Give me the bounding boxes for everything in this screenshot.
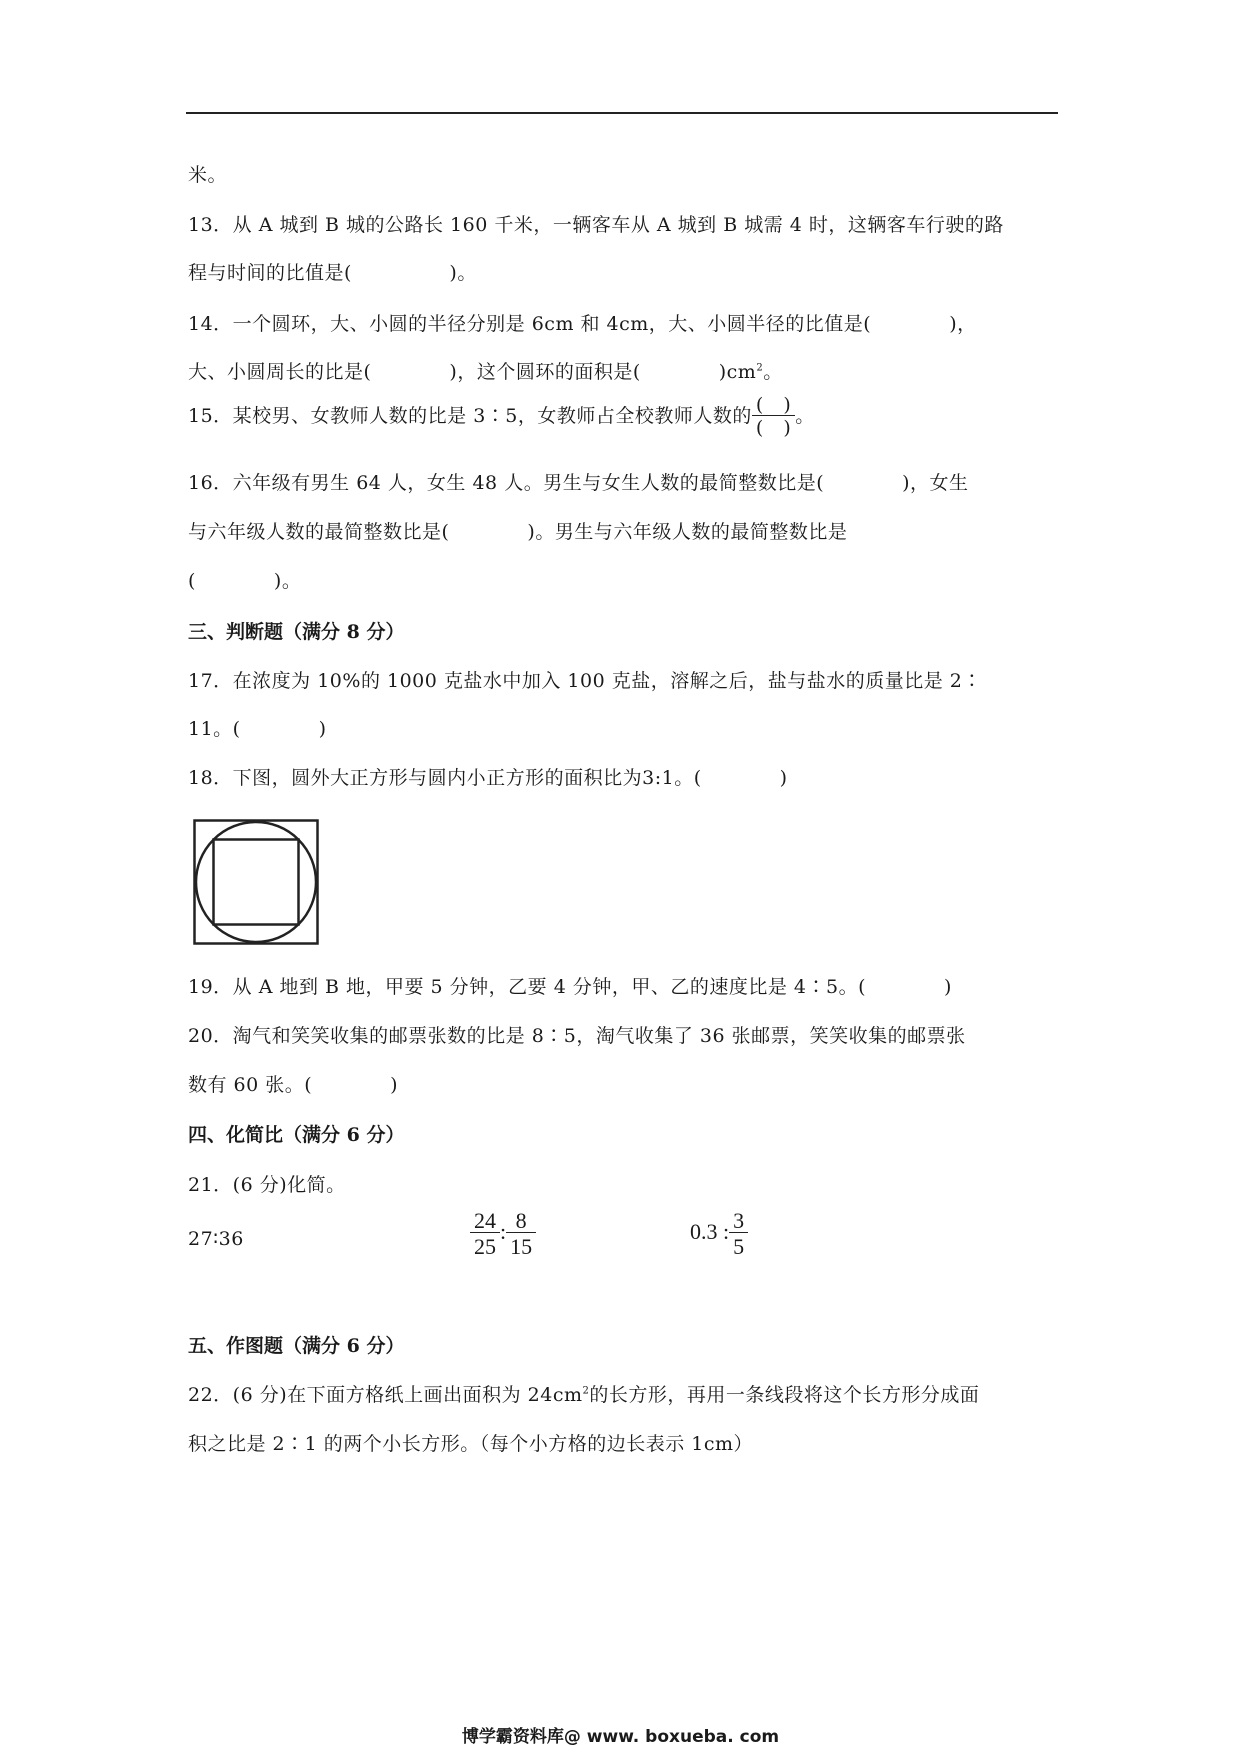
question-20-line-1: 20．淘气和笑笑收集的邮票张数的比是 8∶5，淘气收集了 36 张邮票，笑笑收集的邮票张 [188,1025,966,1047]
question-15-text: 15．某校男、女教师人数的比是 3∶5，女教师占全校教师人数的 [188,405,752,427]
expression-1: 27∶36 [188,1228,244,1250]
ratio-colon: : [500,1219,507,1245]
question-16-line-3: ( )。 [188,570,302,592]
question-22-line-2: 积之比是 2∶1 的两个小长方形。（每个小方格的边长表示 1cm） [188,1433,754,1455]
section-5-heading: 五、作图题（满分 6 分） [188,1335,405,1357]
question-19: 19．从 A 地到 B 地，甲要 5 分钟，乙要 4 分钟，甲、乙的速度比是 4∶5。( ) [188,976,952,998]
question-21: 21．(6 分)化简。 [188,1174,346,1196]
question-16-line-2: 与六年级人数的最简整数比是( )。男生与六年级人数的最简整数比是 [188,521,848,543]
section-3-heading: 三、判断题（满分 8 分） [188,621,405,643]
denominator: 15 [510,1234,533,1259]
question-14-line-1: 14．一个圆环，大、小圆的半径分别是 6cm 和 4cm，大、小圆半径的比值是( )， [188,313,977,335]
expression-3 [690,1210,748,1258]
numerator: 3 [729,1210,748,1233]
question-14-end: 。 [763,361,783,383]
q12-tail: 米。 [188,164,228,186]
question-15-end: 。 [795,405,815,427]
blank-fraction [752,396,795,438]
question-20-line-2: 数有 60 张。( ) [188,1074,399,1096]
superscript: 2 [582,1385,590,1397]
numerator: 24 [470,1210,500,1233]
question-14-line-2 [188,357,783,384]
question-13-line-1: 13．从 A 城到 B 城的公路长 160 千米，一辆客车从 A 城到 B 城需 4 时，这辆客车行驶的路 [188,214,1004,236]
question-17-line-2: 11。( ) [188,718,327,740]
header-rule [186,112,1058,114]
square-circle-figure [193,819,319,945]
section-4-heading: 四、化简比（满分 6 分） [188,1124,405,1146]
question-22-text-cont: 的长方形，再用一条线段将这个长方形分成面 [589,1384,980,1406]
superscript: 2 [756,362,764,374]
question-18: 18．下图，圆外大正方形与圆内小正方形的面积比为3:1。( ) [188,767,788,789]
denominator: 25 [474,1234,496,1259]
expression-2 [470,1210,536,1258]
question-22-text: 22．(6 分)在下面方格纸上画出面积为 24cm [188,1384,583,1406]
denominator: 5 [733,1234,745,1259]
question-13-line-2: 程与时间的比值是( )。 [188,262,477,284]
decimal-ratio-part: 0.3 : [690,1219,730,1245]
inner-square [214,840,299,925]
question-16-line-1: 16．六年级有男生 64 人，女生 48 人。男生与女生人数的最简整数比是( )，女生 [188,472,969,494]
footer-watermark: 博学霸资料库@ www. boxueba. com [461,1727,780,1747]
numerator: 8 [506,1210,536,1233]
question-15 [188,396,815,438]
question-14-text: 大、小圆周长的比是( )，这个圆环的面积是( )cm [188,361,757,383]
fraction-3-5 [729,1210,748,1258]
fraction-denominator: ( ) [755,417,792,439]
fraction-8-15 [506,1210,536,1258]
question-17-line-1: 17．在浓度为 10%的 1000 克盐水中加入 100 克盐，溶解之后，盐与盐水的质量比是 2∶ [188,670,982,692]
fraction-24-25 [470,1210,500,1258]
fraction-numerator: ( ) [752,396,795,416]
question-22-line-1 [188,1380,979,1407]
